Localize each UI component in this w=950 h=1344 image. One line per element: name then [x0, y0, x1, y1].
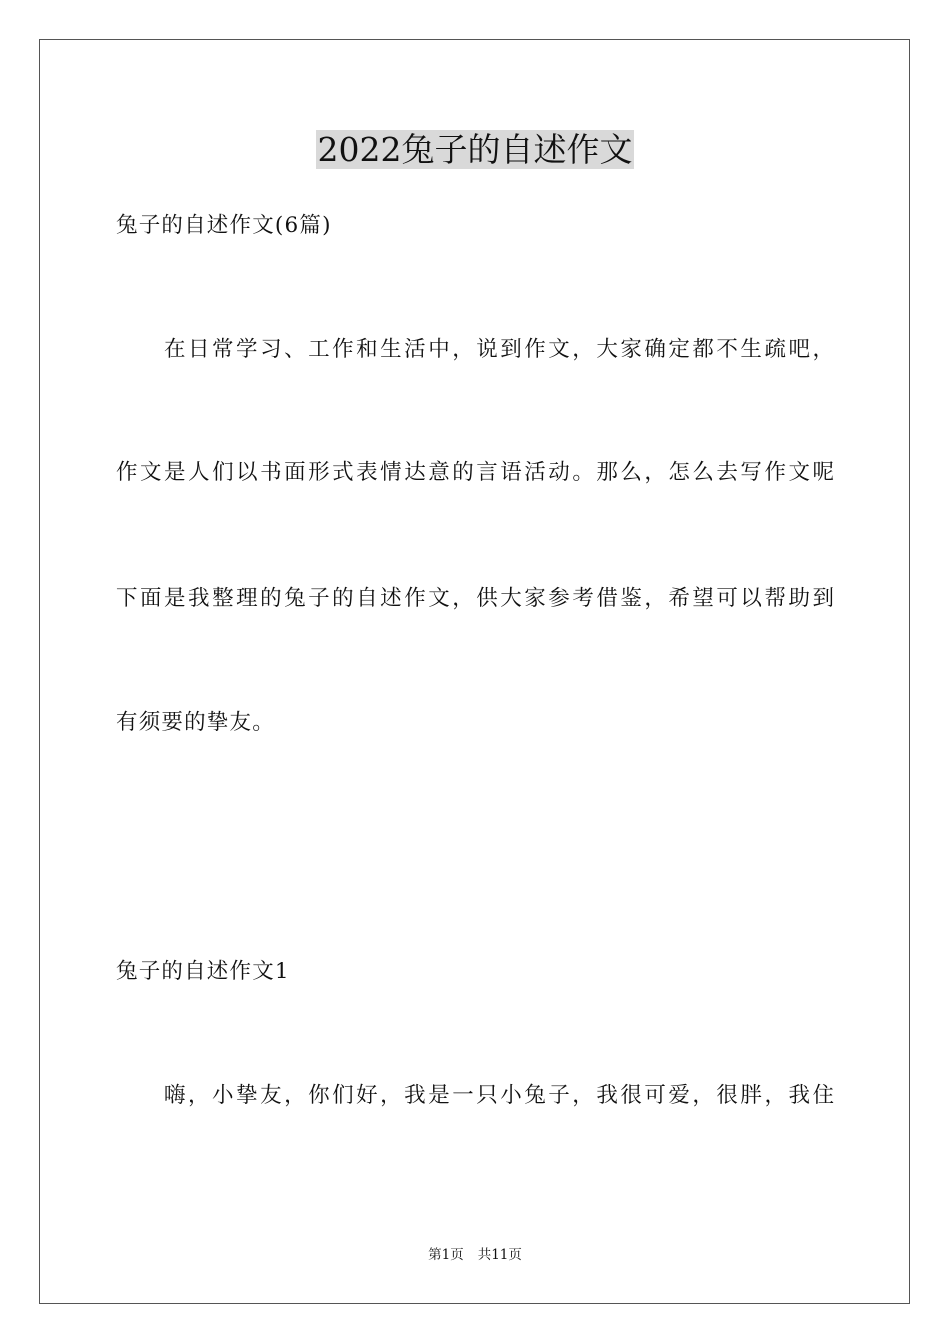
section-heading: 兔子的自述作文1	[116, 959, 290, 984]
paragraph-line: 在日常学习、工作和生活中，说到作文，大家确定都不生疏吧，	[164, 337, 834, 362]
document-title-text: 2022兔子的自述作文	[317, 130, 633, 169]
paragraph-line: 嗨，小挚友，你们好，我是一只小兔子，我很可爱，很胖，我住	[164, 1083, 834, 1108]
paragraph-line: 下面是我整理的兔子的自述作文，供大家参考借鉴，希望可以帮助到	[116, 586, 834, 611]
paragraph-line: 作文是人们以书面形式表情达意的言语活动。那么，怎么去写作文呢	[116, 460, 834, 485]
page-number: 第1页	[428, 1247, 464, 1263]
document-title	[0, 128, 950, 172]
document-subtitle: 兔子的自述作文(6篇)	[116, 213, 332, 238]
page-footer	[0, 1246, 950, 1264]
page-total: 共11页	[477, 1247, 522, 1263]
paragraph-line: 有须要的挚友。	[116, 710, 275, 735]
